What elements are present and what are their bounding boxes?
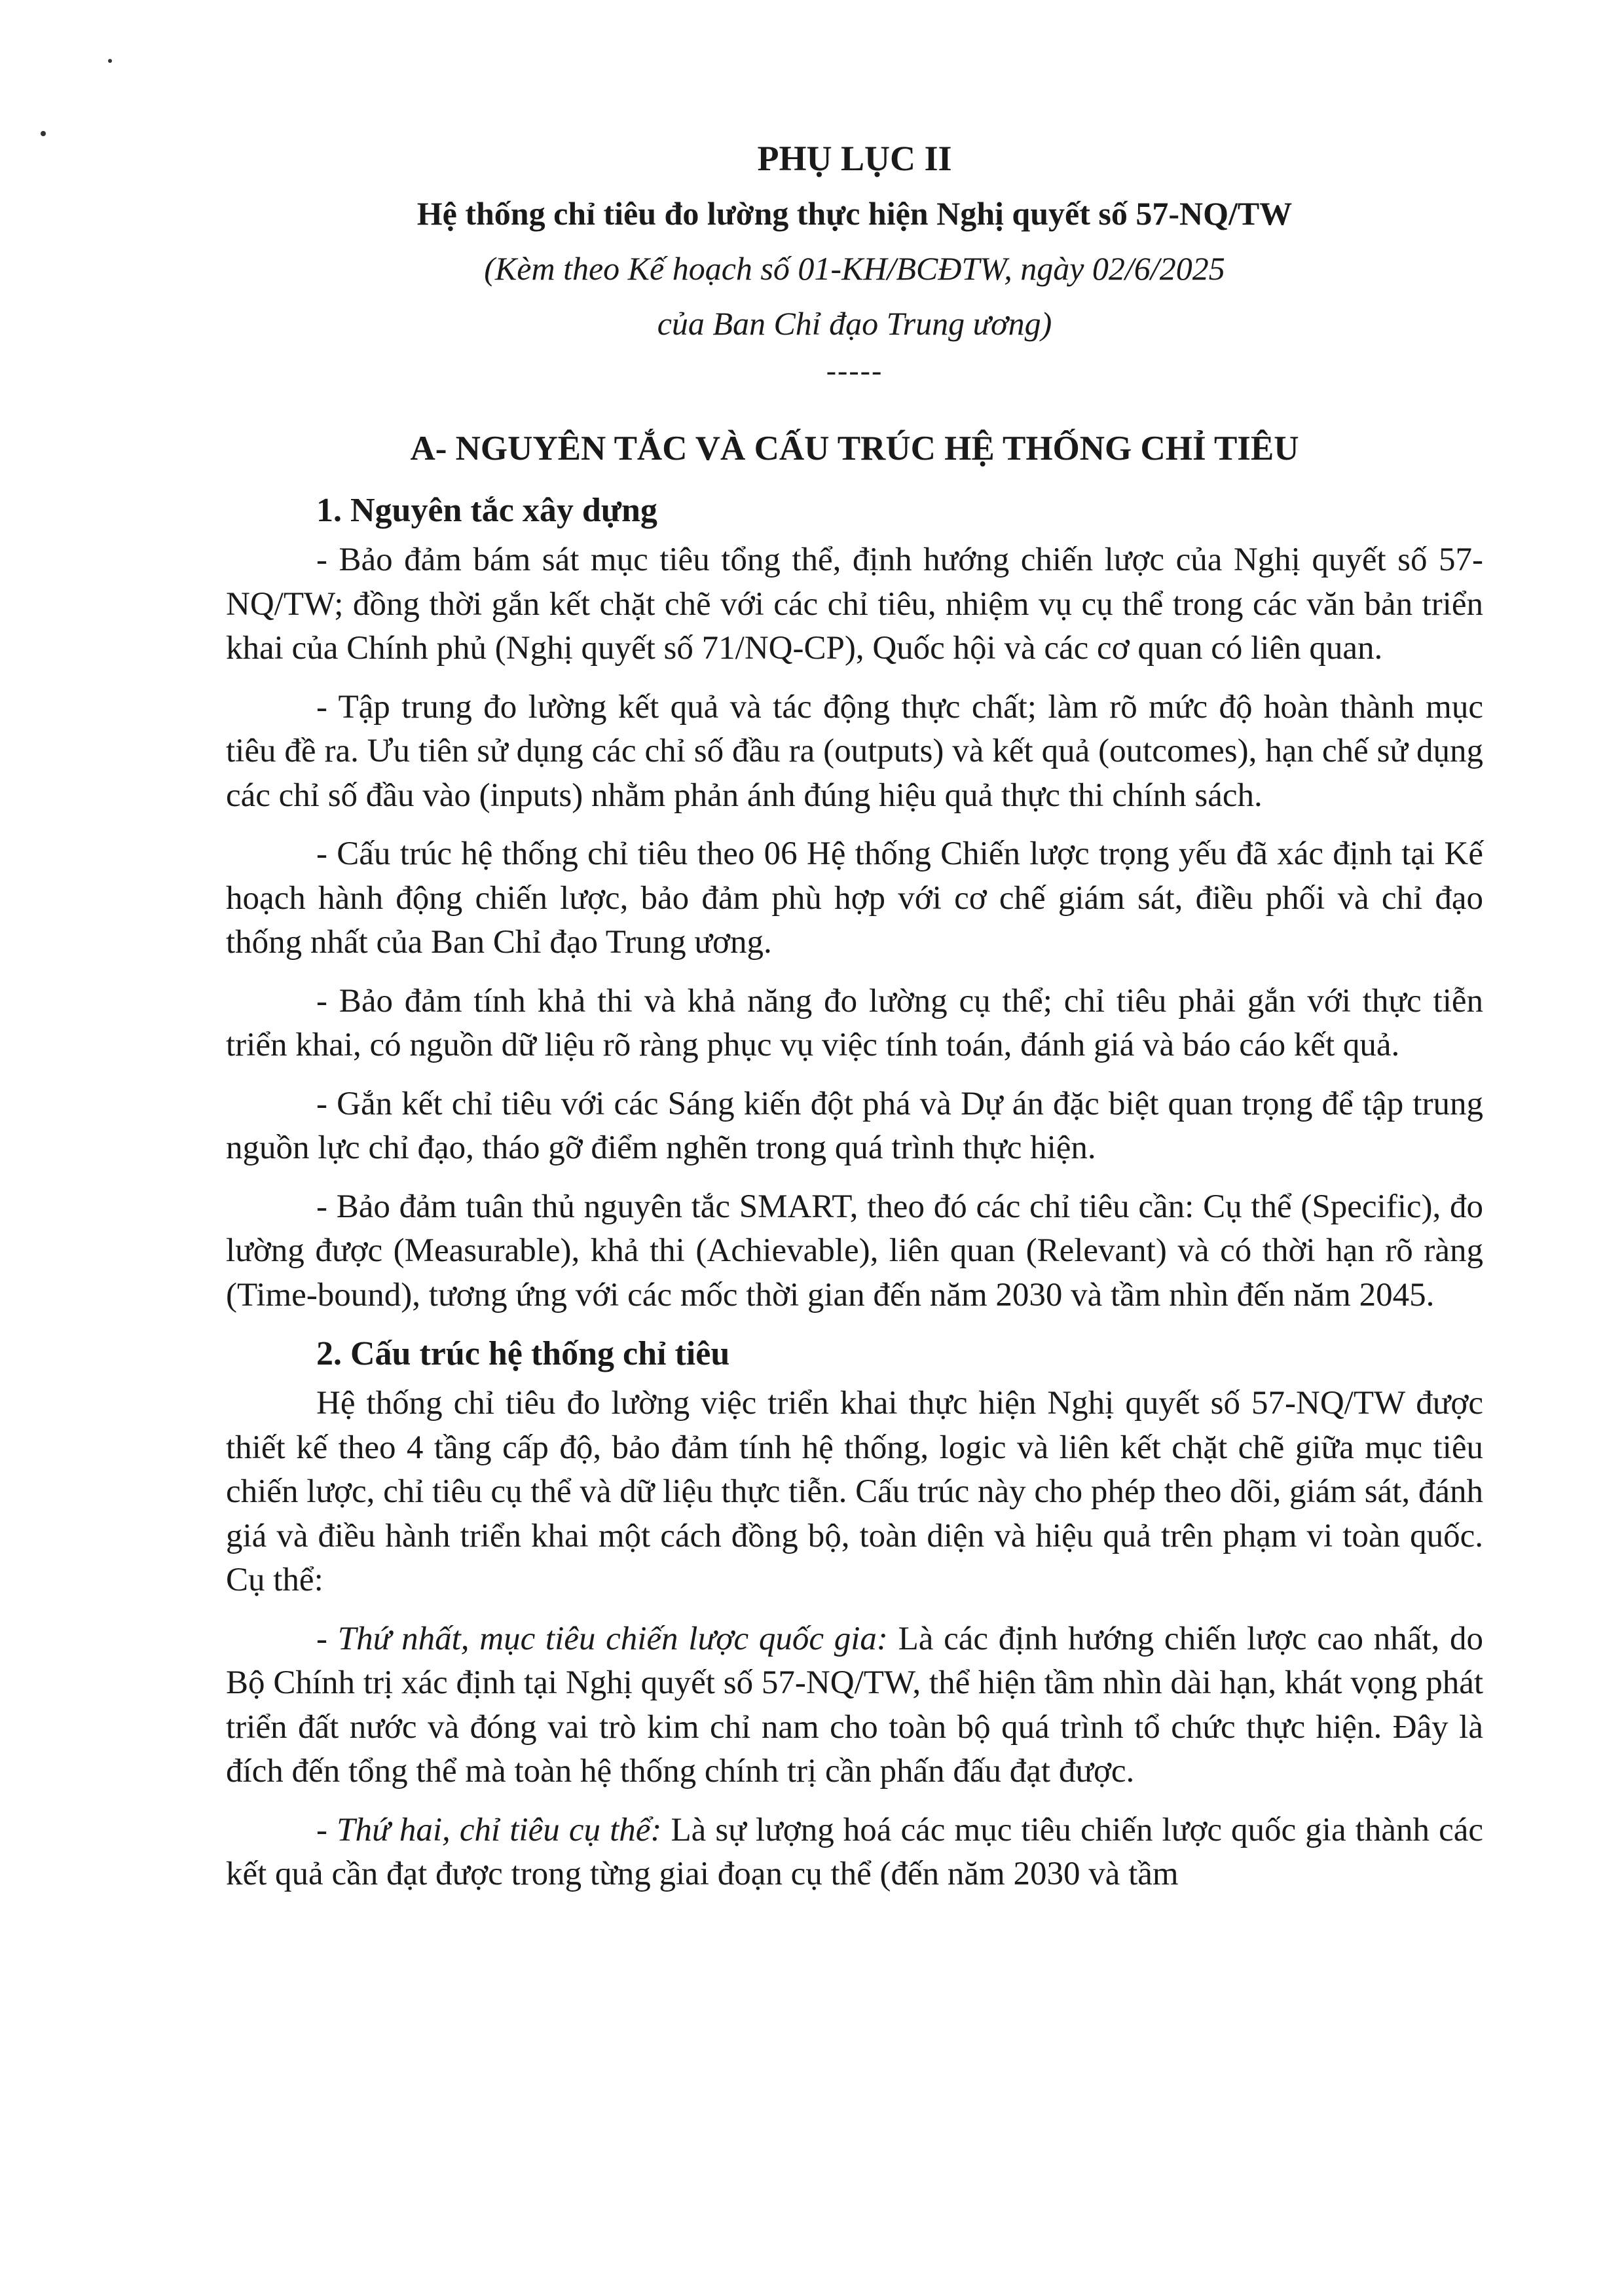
- level-2-lead: - Thứ hai, chỉ tiêu cụ thể:: [316, 1811, 662, 1848]
- scan-speck: [108, 59, 112, 63]
- principle-paragraph: - Bảo đảm tuân thủ nguyên tắc SMART, theo đó các chỉ tiêu cần: Cụ thể (Specific), đo lường được (Measurable), khả thi (Achievable), liên quan (Relevant) và có thời hạn rõ ràng (Time-bound), tương ứng với các mốc thời gian đến năm 2030 và tầm nhìn đến năm 2045.: [226, 1188, 1483, 1313]
- appendix-title: PHỤ LỤC II: [757, 139, 952, 178]
- document-header: [226, 131, 1483, 390]
- structure-intro-paragraph: Hệ thống chỉ tiêu đo lường việc triển khai thực hiện Nghị quyết số 57-NQ/TW được thiết kế theo 4 tầng cấp độ, bảo đảm tính hệ thống, logic và liên kết chặt chẽ giữa mục tiêu chiến lược, chỉ tiêu cụ thể và dữ liệu thực tiễn. Cấu trúc này cho phép theo dõi, giám sát, đánh giá và điều hành triển khai một cách đồng bộ, toàn diện và hiệu quả trên phạm vi toàn quốc. Cụ thể:: [226, 1385, 1483, 1598]
- principle-paragraph: - Bảo đảm tính khả thi và khả năng đo lường cụ thể; chỉ tiêu phải gắn với thực tiễn triển khai, có nguồn dữ liệu rõ ràng phục vụ việc tính toán, đánh giá và báo cáo kết quả.: [226, 982, 1483, 1063]
- structure-level-1-paragraph: [226, 1617, 1483, 1794]
- principle-paragraph: - Bảo đảm bám sát mục tiêu tổng thể, định hướng chiến lược của Nghị quyết số 57-NQ/TW; đồng thời gắn kết chặt chẽ với các chỉ tiêu, nhiệm vụ cụ thể trong các văn bản triển khai của Chính phủ (Nghị quyết số 71/NQ-CP), Quốc hội và các cơ quan có liên quan.: [226, 542, 1483, 667]
- structure-level-2-paragraph: [226, 1808, 1483, 1897]
- attachment-note-line1: (Kèm theo Kế hoạch số 01-KH/BCĐTW, ngày 02/6/2025: [484, 250, 1225, 287]
- scan-speck: [41, 131, 46, 136]
- header-separator: -----: [826, 354, 883, 387]
- document-title: Hệ thống chỉ tiêu đo lường thực hiện Nghị quyết số 57-NQ/TW: [416, 195, 1293, 232]
- section-a-title: A- NGUYÊN TẮC VÀ CẤU TRÚC HỆ THỐNG CHỈ TIÊU: [410, 430, 1299, 468]
- principle-paragraph: - Cấu trúc hệ thống chỉ tiêu theo 06 Hệ thống Chiến lược trọng yếu đã xác định tại Kế hoạch hành động chiến lược, bảo đảm phù hợp với cơ chế giám sát, điều phối và chỉ đạo thống nhất của Ban Chỉ đạo Trung ương.: [226, 835, 1483, 961]
- attachment-note-line2: của Ban Chỉ đạo Trung ương): [657, 305, 1052, 342]
- level-1-text: Là các định hướng chiến lược cao nhất, do Bộ Chính trị xác định tại Nghị quyết số 57-NQ/TW, thể hiện tầm nhìn dài hạn, khát vọng phát triển đất nước và đóng vai trò kim chỉ nam cho toàn bộ quá trình tổ chức thực hiện. Đây là đích đến tổng thể mà toàn hệ thống chính trị cần phấn đấu đạt được.: [226, 1620, 1483, 1790]
- principle-paragraph: - Gắn kết chỉ tiêu với các Sáng kiến đột phá và Dự án đặc biệt quan trọng để tập trung nguồn lực chỉ đạo, tháo gỡ điểm nghẽn trong quá trình thực hiện.: [226, 1085, 1483, 1166]
- level-1-lead: - Thứ nhất, mục tiêu chiến lược quốc gia:: [316, 1620, 888, 1657]
- principle-paragraph: - Tập trung đo lường kết quả và tác động thực chất; làm rõ mức độ hoàn thành mục tiêu đề ra. Ưu tiên sử dụng các chỉ số đầu ra (outputs) và kết quả (outcomes), hạn chế sử dụng các chỉ số đầu vào (inputs) nhằm phản ánh đúng hiệu quả thực thi chính sách.: [226, 688, 1483, 814]
- subsection-2-title: 2. Cấu trúc hệ thống chỉ tiêu: [316, 1335, 730, 1372]
- subsection-1-title: 1. Nguyên tắc xây dựng: [316, 492, 657, 529]
- level-2-text: Là sự lượng hoá các mục tiêu chiến lược quốc gia thành các kết quả cần đạt được trong từng giai đoạn cụ thể (đến năm 2030 và tầm: [226, 1811, 1483, 1892]
